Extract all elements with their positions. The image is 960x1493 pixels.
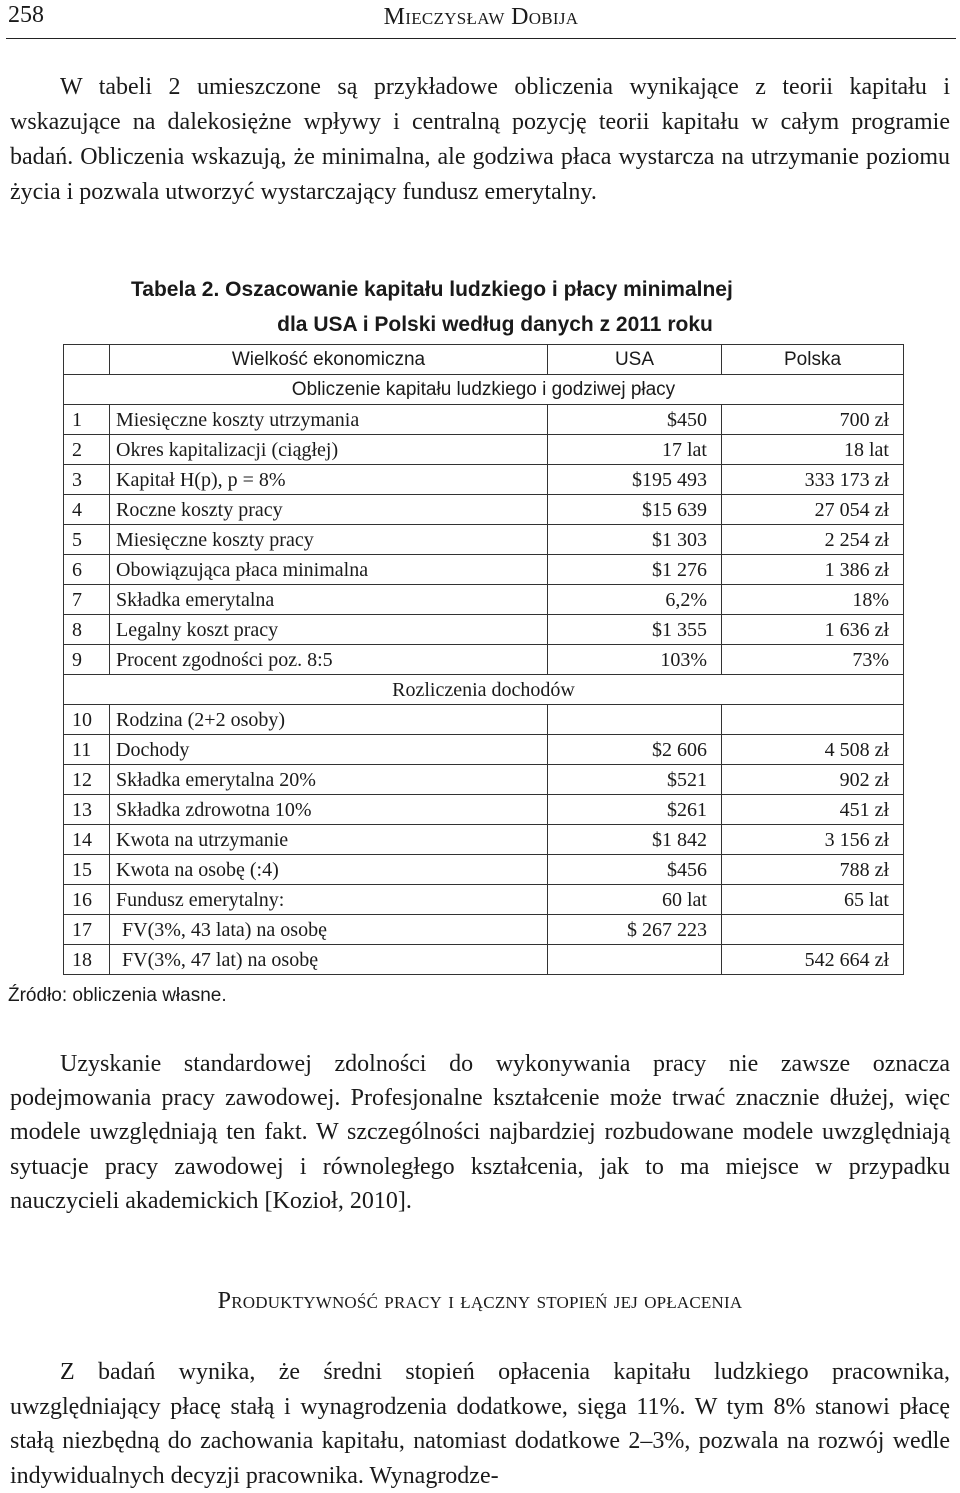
row-number: 16 xyxy=(64,885,110,915)
row-label: Kapitał H(p), p = 8% xyxy=(110,465,548,495)
row-value-polska: 73% xyxy=(722,645,904,675)
row-number: 15 xyxy=(64,855,110,885)
row-number: 1 xyxy=(64,405,110,435)
row-value-usa: 17 lat xyxy=(548,435,722,465)
row-value-usa: $2 606 xyxy=(548,735,722,765)
table-row xyxy=(64,525,904,555)
row-value-polska xyxy=(722,915,904,945)
table-row xyxy=(64,825,904,855)
row-label: Dochody xyxy=(110,735,548,765)
row-value-polska: 1 636 zł xyxy=(722,615,904,645)
table-row xyxy=(64,495,904,525)
intro-paragraph: W tabeli 2 umieszczone są przykładowe obliczenia wynikające z teorii kapitału i wskazujące na dalekosiężne wpływy i centralną pozycję teorii kapitału w całym programie badań. Obliczenia wskazują, że minimalna, ale godziwa płaca wystarcza na utrzymanie poziomu życia i pozwala utworzyć wystarczający fundusz emerytalny. xyxy=(10,74,950,205)
row-number: 12 xyxy=(64,765,110,795)
row-value-usa: $1 355 xyxy=(548,615,722,645)
row-value-polska: 18 lat xyxy=(722,435,904,465)
row-value-polska: 27 054 zł xyxy=(722,495,904,525)
row-number: 2 xyxy=(64,435,110,465)
row-number: 8 xyxy=(64,615,110,645)
row-label: Kwota na osobę (:4) xyxy=(110,855,548,885)
row-value-usa xyxy=(548,945,722,975)
row-number: 3 xyxy=(64,465,110,495)
table-row xyxy=(64,915,904,945)
row-value-polska: 2 254 zł xyxy=(722,525,904,555)
row-value-usa: $1 276 xyxy=(548,555,722,585)
table-caption-line1: Tabela 2. Oszacowanie kapitału ludzkiego i płacy minimalnej xyxy=(131,278,733,301)
row-value-usa: $1 842 xyxy=(548,825,722,855)
row-value-polska: 451 zł xyxy=(722,795,904,825)
table-row xyxy=(64,555,904,585)
row-number: 14 xyxy=(64,825,110,855)
row-value-polska xyxy=(722,705,904,735)
table-row xyxy=(64,735,904,765)
section-title-2: Rozliczenia dochodów xyxy=(64,675,904,705)
table-row xyxy=(64,795,904,825)
row-value-usa: $261 xyxy=(548,795,722,825)
table-row xyxy=(64,465,904,495)
row-label: Miesięczne koszty pracy xyxy=(110,525,548,555)
section-row-1 xyxy=(64,375,904,405)
row-number: 18 xyxy=(64,945,110,975)
row-value-polska: 542 664 zł xyxy=(722,945,904,975)
row-value-usa: $521 xyxy=(548,765,722,795)
row-value-polska: 788 zł xyxy=(722,855,904,885)
row-value-usa: 6,2% xyxy=(548,585,722,615)
row-value-usa: $450 xyxy=(548,405,722,435)
section-heading: Produktywność pracy i łączny stopień jej opłacenia xyxy=(217,1288,743,1314)
header-usa: USA xyxy=(548,345,722,375)
table-row xyxy=(64,765,904,795)
row-label: Legalny koszt pracy xyxy=(110,615,548,645)
header-empty-cell xyxy=(64,345,110,375)
table-row xyxy=(64,585,904,615)
row-value-polska: 700 zł xyxy=(722,405,904,435)
row-value-usa: $1 303 xyxy=(548,525,722,555)
row-value-usa: $15 639 xyxy=(548,495,722,525)
row-number: 7 xyxy=(64,585,110,615)
section-row-2 xyxy=(64,675,904,705)
header-polska: Polska xyxy=(722,345,904,375)
row-label: FV(3%, 43 lata) na osobę xyxy=(110,915,548,945)
row-value-polska: 18% xyxy=(722,585,904,615)
table-row xyxy=(64,945,904,975)
table-caption xyxy=(40,272,920,342)
table-header-row xyxy=(64,345,904,375)
table-row xyxy=(64,435,904,465)
row-label: Rodzina (2+2 osoby) xyxy=(110,705,548,735)
table-row xyxy=(64,645,904,675)
row-value-usa xyxy=(548,705,722,735)
row-number: 6 xyxy=(64,555,110,585)
row-value-polska: 333 173 zł xyxy=(722,465,904,495)
row-value-usa: 60 lat xyxy=(548,885,722,915)
row-value-polska: 4 508 zł xyxy=(722,735,904,765)
row-label: Składka zdrowotna 10% xyxy=(110,795,548,825)
body-paragraph-2: Uzyskanie standardowej zdolności do wykonywania pracy nie zawsze oznacza podejmowania pracy zawodowej. Profesjonalne kształcenie może trwać znacznie dłużej, więc modele uwzględniają ten fakt. W szczególności najbardziej rozbudowane modele uwzględniają sytuacje pracy zawodowej i równoległego kształcenia, jak to ma miejsce w przypadku nauczycieli akademickich [Kozioł, 2010]. xyxy=(10,1051,950,1214)
row-number: 17 xyxy=(64,915,110,945)
table-row xyxy=(64,405,904,435)
table-caption-line2: dla USA i Polski według danych z 2011 roku xyxy=(277,313,713,336)
page-header xyxy=(6,0,956,39)
row-label: Fundusz emerytalny: xyxy=(110,885,548,915)
table-row xyxy=(64,885,904,915)
table-row xyxy=(64,705,904,735)
row-value-polska: 3 156 zł xyxy=(722,825,904,855)
row-value-polska: 65 lat xyxy=(722,885,904,915)
row-value-polska: 1 386 zł xyxy=(722,555,904,585)
source-note: Źródło: obliczenia własne. xyxy=(8,985,227,1006)
running-head: Mieczysław Dobija xyxy=(383,4,579,30)
row-label: Okres kapitalizacji (ciągłej) xyxy=(110,435,548,465)
row-label: Składka emerytalna xyxy=(110,585,548,615)
table-body xyxy=(64,345,904,975)
header-item: Wielkość ekonomiczna xyxy=(110,345,548,375)
row-value-usa: $195 493 xyxy=(548,465,722,495)
table-row xyxy=(64,855,904,885)
section-title-1: Obliczenie kapitału ludzkiego i godziwej płacy xyxy=(64,375,904,405)
page-number: 258 xyxy=(8,2,44,28)
row-number: 5 xyxy=(64,525,110,555)
row-value-usa: $ 267 223 xyxy=(548,915,722,945)
table-row xyxy=(64,615,904,645)
row-label: Składka emerytalna 20% xyxy=(110,765,548,795)
row-label: Obowiązująca płaca minimalna xyxy=(110,555,548,585)
body-paragraph-3: Z badań wynika, że średni stopień opłacenia kapitału ludzkiego pracownika, uwzględniający płacę stałą i wynagrodzenia dodatkowe, sięga 11%. W tym 8% stanowi płacę stałą niezbędną do zachowania kapitału, natomiast dodatkowe 2–3%, pozwala na rozwój wedle indywidualnych decyzji pracownika. Wynagrodze- xyxy=(10,1359,950,1489)
row-value-usa: $456 xyxy=(548,855,722,885)
row-label: Roczne koszty pracy xyxy=(110,495,548,525)
row-label: FV(3%, 47 lat) na osobę xyxy=(110,945,548,975)
row-value-usa: 103% xyxy=(548,645,722,675)
row-number: 11 xyxy=(64,735,110,765)
row-number: 13 xyxy=(64,795,110,825)
row-number: 9 xyxy=(64,645,110,675)
row-label: Kwota na utrzymanie xyxy=(110,825,548,855)
row-value-polska: 902 zł xyxy=(722,765,904,795)
row-number: 4 xyxy=(64,495,110,525)
row-number: 10 xyxy=(64,705,110,735)
row-label: Miesięczne koszty utrzymania xyxy=(110,405,548,435)
row-label: Procent zgodności poz. 8:5 xyxy=(110,645,548,675)
capital-table xyxy=(63,344,904,975)
